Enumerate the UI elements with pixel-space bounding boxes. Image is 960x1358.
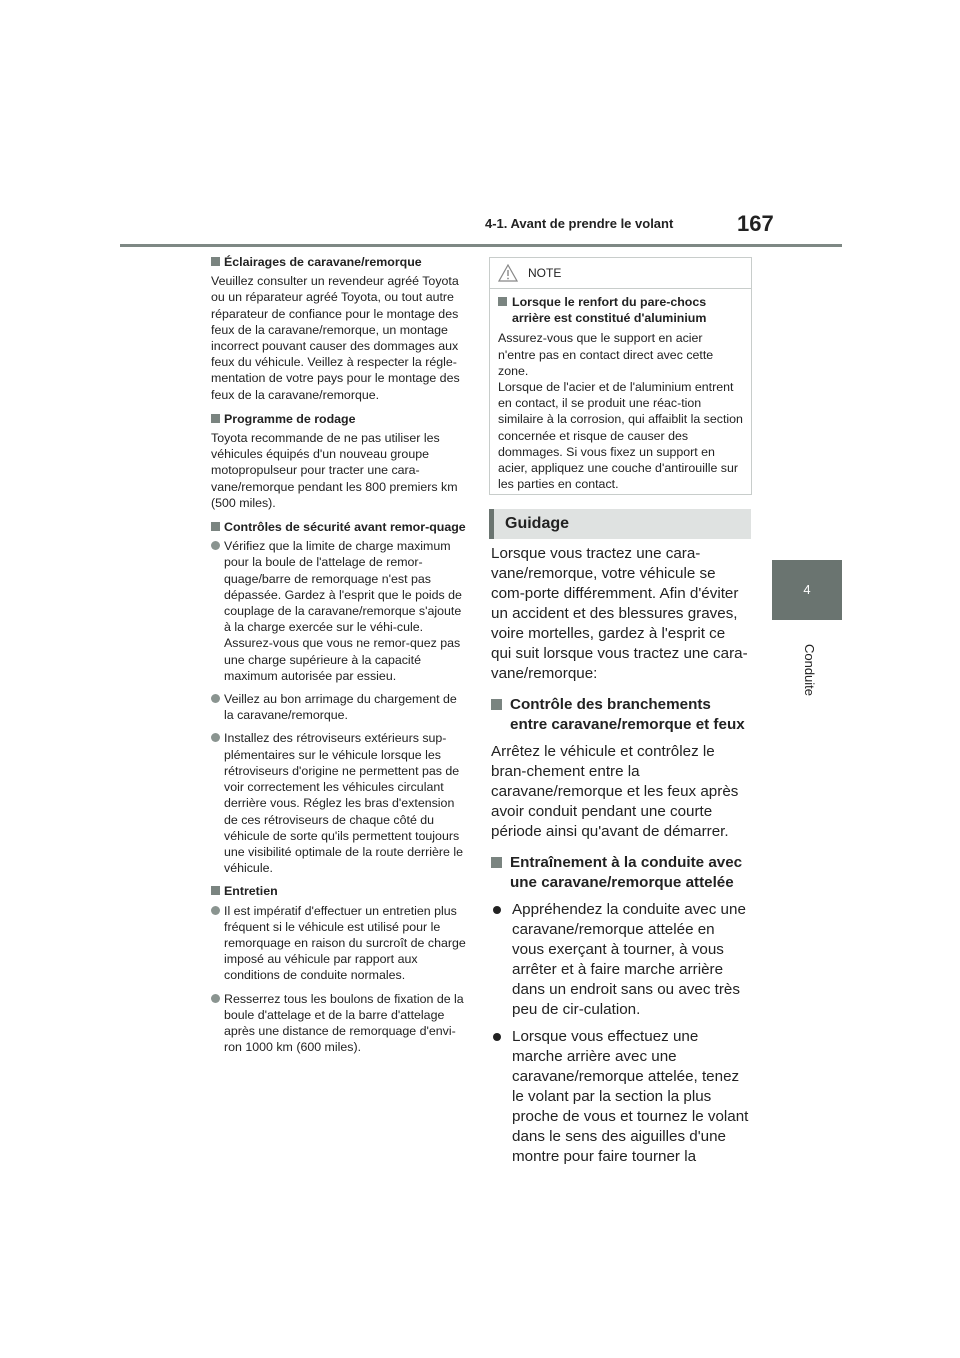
circle-bullet-icon <box>493 1033 501 1041</box>
section-heading: Éclairages de caravane/remorque <box>211 254 467 270</box>
section-title: 4-1. Avant de prendre le volant <box>485 216 674 231</box>
circle-bullet-icon <box>211 906 220 915</box>
section-heading: Contrôle des branchements entre caravane/remorque et feux <box>491 695 749 735</box>
note-label: NOTE <box>528 266 562 280</box>
chapter-tab-label[interactable]: Conduite <box>802 643 817 697</box>
guidage-heading: Guidage <box>489 509 751 539</box>
section-heading: Entretien <box>211 883 467 899</box>
chapter-tab-number[interactable]: 4 <box>772 560 842 620</box>
note-body <box>490 289 751 497</box>
paragraph: Toyota recommande de ne pas utiliser les véhicules équipés d'un nouveau groupe motopropulseur pour tracter une cara-vane/remorque pendant les 800 premiers km (500 miles). <box>211 431 458 510</box>
square-bullet-icon <box>491 699 502 710</box>
list-item: Veillez au bon arrimage du chargement de la caravane/remorque. <box>211 691 467 723</box>
paragraph: Veuillez consulter un revendeur agréé Toyota ou un réparateur agréé Toyota, ou tout autre réparateur de confiance pour le montage des feux de la caravane/remorque, un montage incorrect pouvant causer des dommages aux feux du véhicule. Veillez à respecter la régle-mentation de votre pays pour le montage des feux de la caravane/remorque. <box>211 274 460 402</box>
circle-bullet-icon <box>211 694 220 703</box>
warning-triangle-icon <box>498 264 518 282</box>
section-heading: Programme de rodage <box>211 411 467 427</box>
heading-accent-bar <box>489 509 494 539</box>
right-column <box>491 544 749 1174</box>
note-text: Lorsque de l'acier et de l'aluminium entrent en contact, il se produit une réac-tion similaire à la corrosion, qui affaiblit la section concernée et risque de causer des dommages. Si vous fixez un support en acier, appliquez une couche d'antirouille sur les parties en contact. <box>498 380 743 492</box>
list-item: Appréhendez la conduite avec une caravane/remorque attelée en vous exerçant à tourner, à vous arrêter et à faire marche arrière dans un endroit sans ou avec très peu de cir-culation. <box>491 900 749 1020</box>
list-item: Il est impératif d'effectuer un entretien plus fréquent si le véhicule est utilisé pour le remorquage en raison du surcroît de charge imposé au véhicule par rapport aux conditions de conduite normales. <box>211 903 467 984</box>
square-bullet-icon <box>211 257 220 266</box>
list-item: Lorsque vous effectuez une marche arrière avec une caravane/remorque attelée, tenez le volant par la section la plus proche de vous et tournez le volant dans le sens des aiguilles d'une montre pour faire tourner la <box>491 1027 749 1167</box>
page-number: 167 <box>737 211 774 236</box>
note-heading: Lorsque le renfort du pare-chocs arrière est constitué d'aluminium <box>498 294 743 326</box>
circle-bullet-icon <box>211 541 220 550</box>
square-bullet-icon <box>211 886 220 895</box>
left-column <box>211 254 467 1062</box>
note-box <box>489 257 752 495</box>
paragraph: Lorsque vous tractez une cara-vane/remorque, votre véhicule se com-porte différemment. Afin d'éviter un accident et des blessures graves, voire mortelles, gardez à l'esprit ce qui suit lorsque vous tractez une cara-vane/remorque: <box>491 545 748 682</box>
circle-bullet-icon <box>493 906 501 914</box>
section-heading: Entraînement à la conduite avec une caravane/remorque attelée <box>491 853 749 893</box>
square-bullet-icon <box>211 414 220 423</box>
square-bullet-icon <box>491 857 502 868</box>
note-text: Assurez-vous que le support en acier n'entre pas en contact direct avec cette zone. <box>498 331 714 378</box>
square-bullet-icon <box>211 522 220 531</box>
list-item: Vérifiez que la limite de charge maximum pour la boule de l'attelage de remor-quage/barre de remorquage n'est pas dépassée. Gardez à l'esprit que le poids de couplage de la caravane/remorque s'ajoute à la charge exercée sur le véhi-cule. Assurez-vous que vous ne remor-quez pas une charge supérieure à la capacité maximum autorisée par essieu. <box>211 538 467 684</box>
list-item: Installez des rétroviseurs extérieurs sup-plémentaires sur le véhicule lorsque les rétroviseurs d'origine ne permettent pas de voir correctement les véhicules circulant derrière vous. Réglez les bras d'extension de ces rétroviseurs de chaque côté du véhicule de sorte qu'ils permettent toujours une visibilité optimale de la route derrière le véhicule. <box>211 730 467 876</box>
square-bullet-icon <box>498 297 507 306</box>
section-heading: Contrôles de sécurité avant remor-quage <box>211 519 467 535</box>
circle-bullet-icon <box>211 733 220 742</box>
note-header <box>490 258 751 289</box>
list-item: Resserrez tous les boulons de fixation de la boule d'attelage et de la barre d'attelage après une distance de remorquage d'envi-ron 1000 km (600 miles). <box>211 991 467 1056</box>
header-divider <box>120 244 842 247</box>
paragraph: Arrêtez le véhicule et contrôlez le bran-chement entre la caravane/remorque et les feux après avoir conduit pendant une courte période ainsi qu'avant de démarrer. <box>491 743 739 840</box>
circle-bullet-icon <box>211 994 220 1003</box>
